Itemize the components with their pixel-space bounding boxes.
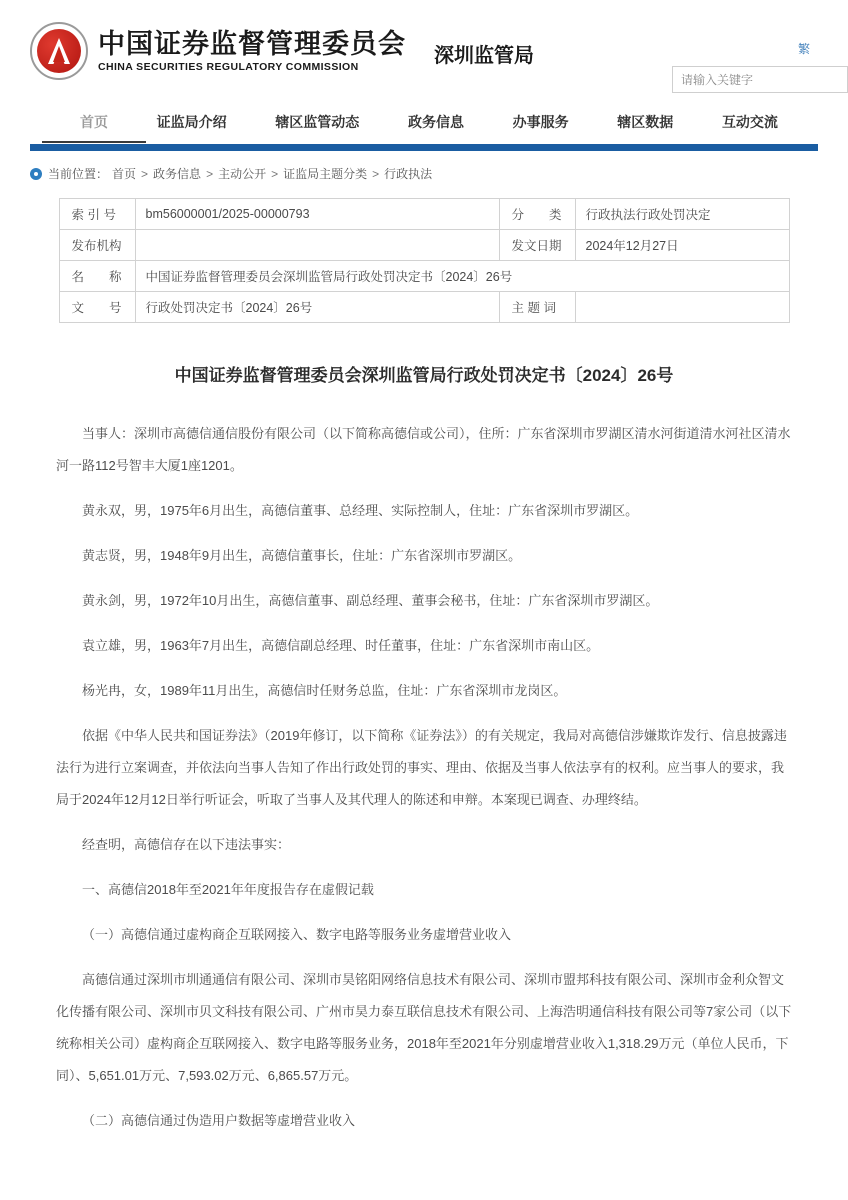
- doc-paragraph-6: 杨光冉，女，1989年11月出生，高德信时任财务总监，住址：广东省深圳市龙岗区。: [82, 683, 567, 698]
- meta-label: 名 称: [59, 261, 135, 292]
- doc-paragraph-2: 黄永双，男，1975年6月出生，高德信董事、总经理、实际控制人，住址：广东省深圳市罗湖区。: [82, 503, 639, 518]
- org-title-cn: 中国证券监督管理委员会: [98, 29, 406, 59]
- location-pin-icon: [30, 168, 42, 180]
- meta-table-row: [59, 261, 789, 292]
- meta-value: 2024年12月27日: [575, 230, 789, 261]
- meta-label: 文 号: [59, 292, 135, 323]
- doc-paragraph-12: （二）高德信通过伪造用户数据等虚增营业收入: [82, 1113, 356, 1128]
- breadcrumb-link[interactable]: 首页: [112, 167, 137, 181]
- meta-table-row: [59, 230, 789, 261]
- doc-paragraph-1: 当事人：深圳市高德信通信股份有限公司（以下简称高德信或公司），住所：广东省深圳市罗湖区清水河街道清水河社区清水河一路112号智丰大厦1座1201。: [56, 426, 791, 473]
- doc-paragraph-7: 依据《中华人民共和国证券法》（2019年修订，以下简称《证券法》）的有关规定，我局对高德信涉嫌欺诈发行、信息披露违法行为进行立案调查，并依法向当事人告知了作出行政处罚的事实、理由、依据及当事人依法享有的权利。应当事人的要求，我局于2024年12月12日举行听证会，听取了当事人及其代理人的陈述和申辩。本案现已调查、办理终结。: [56, 728, 787, 807]
- doc-paragraph-3: 黄志贤，男，1948年9月出生，高德信董事长，住址：广东省深圳市罗湖区。: [82, 548, 522, 563]
- csrc-emblem-icon: [30, 22, 88, 80]
- document-body: [56, 418, 792, 1137]
- meta-value: [135, 230, 499, 261]
- meta-table-row: [59, 199, 789, 230]
- doc-paragraph-5: 袁立雄，男，1963年7月出生，高德信副总经理、时任董事，住址：广东省深圳市南山区。: [82, 638, 600, 653]
- nav-item-4[interactable]: 政务信息: [407, 114, 464, 130]
- doc-paragraph-11: 高德信通过深圳市圳通通信有限公司、深圳市昊铭阳网络信息技术有限公司、深圳市盟邦科技有限公司、深圳市金利众智文化传播有限公司、深圳市贝文科技有限公司、广州市昊力泰互联信息技术有限公司、上海浩明通信科技有限公司等7家公司（以下统称相关公司）虚构商企互联网接入、数字电路等服务业务，2018年至2021年分别虚增营业收入1,318.29万元（单位人民币，下同）、5,651.01万元、7,593.02万元、6,865.57万元。: [56, 972, 792, 1083]
- org-title-en: CHINA SECURITIES REGULATORY COMMISSION: [98, 61, 359, 73]
- meta-label: 发文日期: [499, 230, 575, 261]
- nav-item-5[interactable]: 办事服务: [512, 114, 569, 130]
- breadcrumb-link[interactable]: 政务信息: [153, 167, 202, 181]
- nav-item-3[interactable]: 辖区监管动态: [275, 114, 360, 130]
- meta-value: 行政处罚决定书〔2024〕26号: [135, 292, 499, 323]
- meta-table-row: [59, 292, 789, 323]
- breadcrumb-separator: >: [141, 167, 149, 181]
- breadcrumb-separator: >: [206, 167, 214, 181]
- meta-value: 行政执法行政处罚决定: [575, 199, 789, 230]
- meta-label: 分 类: [499, 199, 575, 230]
- doc-paragraph-9: 一、高德信2018年至2021年年度报告存在虚假记载: [82, 882, 374, 897]
- meta-label: 索 引 号: [59, 199, 135, 230]
- nav-item-6[interactable]: 辖区数据: [617, 114, 674, 130]
- language-toggle[interactable]: 繁: [798, 42, 811, 56]
- breadcrumb-separator: >: [271, 167, 279, 181]
- page-container: [30, 0, 818, 1137]
- bureau-title: 深圳监管局: [434, 44, 534, 67]
- breadcrumb-prefix: 当前位置：: [48, 167, 109, 181]
- meta-label: 发布机构: [59, 230, 135, 261]
- doc-paragraph-4: 黄永剑，男，1972年10月出生，高德信董事、副总经理、董事会秘书，住址：广东省深圳市罗湖区。: [82, 593, 659, 608]
- nav-item-2[interactable]: 证监局介绍: [156, 114, 227, 130]
- doc-paragraph-10: （一）高德信通过虚构商企互联网接入、数字电路等服务业务虚增营业收入: [82, 927, 512, 942]
- breadcrumb-link[interactable]: 主动公开: [218, 167, 267, 181]
- doc-paragraph-8: 经查明，高德信存在以下违法事实：: [82, 837, 291, 852]
- meta-label: 主 题 词: [499, 292, 575, 323]
- search-input[interactable]: [672, 66, 848, 93]
- main-nav: [30, 110, 818, 151]
- nav-item-7[interactable]: 互动交流: [721, 114, 778, 130]
- document-meta-table: [59, 198, 790, 323]
- breadcrumb-link[interactable]: 证监局主题分类: [283, 167, 368, 181]
- breadcrumb-link[interactable]: 行政执法: [384, 167, 433, 181]
- meta-value: 中国证券监督管理委员会深圳监管局行政处罚决定书〔2024〕26号: [135, 261, 789, 292]
- meta-value: [575, 292, 789, 323]
- nav-accent-bar: [30, 144, 818, 151]
- document-title: 中国证券监督管理委员会深圳监管局行政处罚决定书〔2024〕26号: [174, 366, 674, 385]
- meta-value: bm56000001/2025-00000793: [135, 199, 499, 230]
- nav-item-1[interactable]: 首页: [80, 112, 108, 142]
- site-header: [30, 0, 818, 96]
- breadcrumb: [30, 165, 818, 182]
- breadcrumb-separator: >: [372, 167, 380, 181]
